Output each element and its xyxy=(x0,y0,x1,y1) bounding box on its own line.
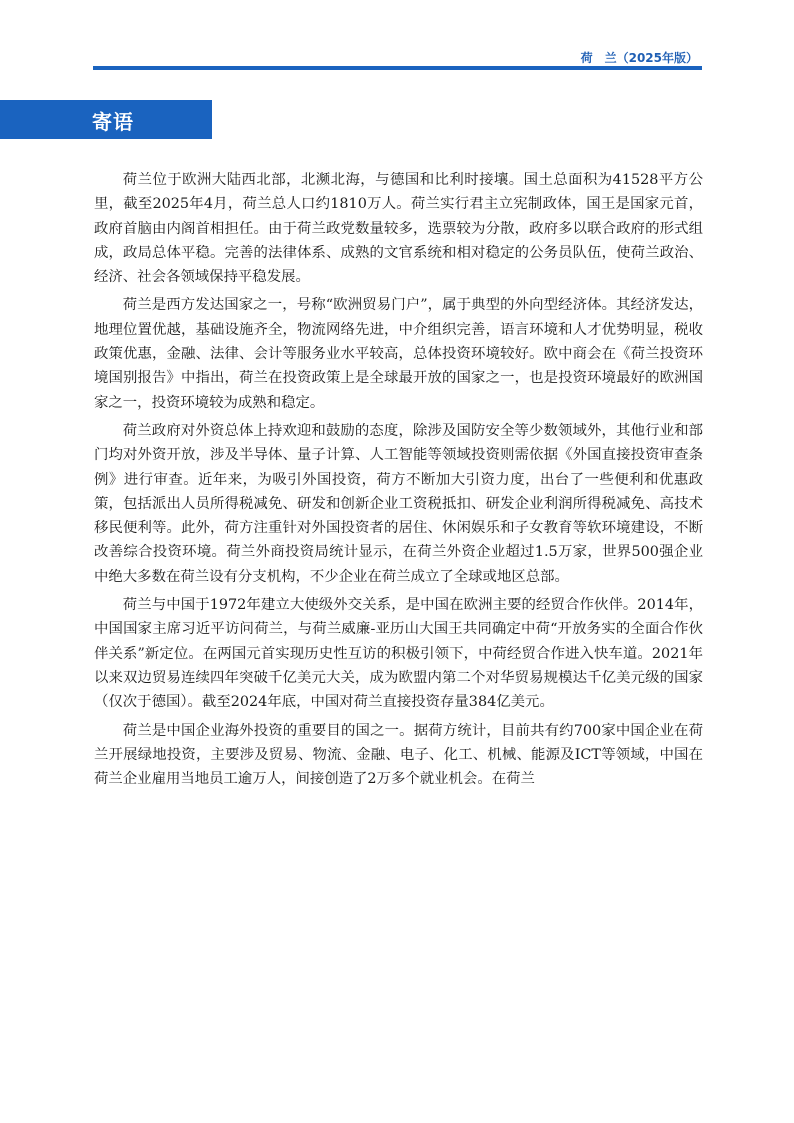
paragraph: 荷兰是中国企业海外投资的重要目的国之一。据荷方统计，目前共有约700家中国企业在荷兰开展绿地投资，主要涉及贸易、物流、金融、电子、化工、机械、能源及ICT等领域，中国在荷兰企业雇用当地员工逾万人，间接创造了2万多个就业机会。在荷兰 xyxy=(94,722,703,788)
body-text xyxy=(94,168,703,795)
running-header: 荷 兰（2025年版） xyxy=(580,51,698,65)
header-rule xyxy=(93,66,702,70)
section-title: 寄语 xyxy=(92,110,134,134)
paragraph: 荷兰政府对外资总体上持欢迎和鼓励的态度，除涉及国防安全等少数领域外，其他行业和部门均对外资开放，涉及半导体、量子计算、人工智能等领域投资则需依据《外国直接投资审查条例》进行审查。近年来，为吸引外国投资，荷方不断加大引资力度，出台了一些便利和优惠政策，包括派出人员所得税减免、研发和创新企业工资税抵扣、研发企业利润所得税减免、高技术移民便利等。此外，荷方注重针对外国投资者的居住、休闲娱乐和子女教育等软环境建设，不断改善综合投资环境。荷兰外商投资局统计显示，在荷兰外资企业超过1.5万家，世界500强企业中绝大多数在荷兰设有分支机构，不少企业在荷兰成立了全球或地区总部。 xyxy=(94,422,703,585)
paragraph: 荷兰是西方发达国家之一，号称“欧洲贸易门户”，属于典型的外向型经济体。其经济发达，地理位置优越，基础设施齐全，物流网络先进，中介组织完善，语言环境和人才优势明显，税收政策优惠，金融、法律、会计等服务业水平较高，总体投资环境较好。欧中商会在《荷兰投资环境国别报告》中指出，荷兰在投资政策上是全球最开放的国家之一，也是投资环境最好的欧洲国家之一，投资环境较为成熟和稳定。 xyxy=(94,297,703,411)
paragraph: 荷兰位于欧洲大陆西北部，北濒北海，与德国和比利时接壤。国土总面积为41528平方公里，截至2025年4月，荷兰总人口约1810万人。荷兰实行君主立宪制政体，国王是国家元首，政府首脑由内阁首相担任。由于荷兰政党数量较多，选票较为分散，政府多以联合政府的形式组成，政局总体平稳。完善的法律体系、成熟的文官系统和相对稳定的公务员队伍，使荷兰政治、经济、社会各领域保持平稳发展。 xyxy=(94,172,703,286)
paragraph: 荷兰与中国于1972年建立大使级外交关系，是中国在欧洲主要的经贸合作伙伴。2014年，中国国家主席习近平访问荷兰，与荷兰威廉-亚历山大国王共同确定中荷“开放务实的全面合作伙伴关系”新定位。在两国元首实现历史性互访的积极引领下，中荷经贸合作进入快车道。2021年以来双边贸易连续四年突破千亿美元大关，成为欧盟内第二个对华贸易规模达千亿美元级的国家（仅次于德国）。截至2024年底，中国对荷兰直接投资存量384亿美元。 xyxy=(94,597,703,711)
